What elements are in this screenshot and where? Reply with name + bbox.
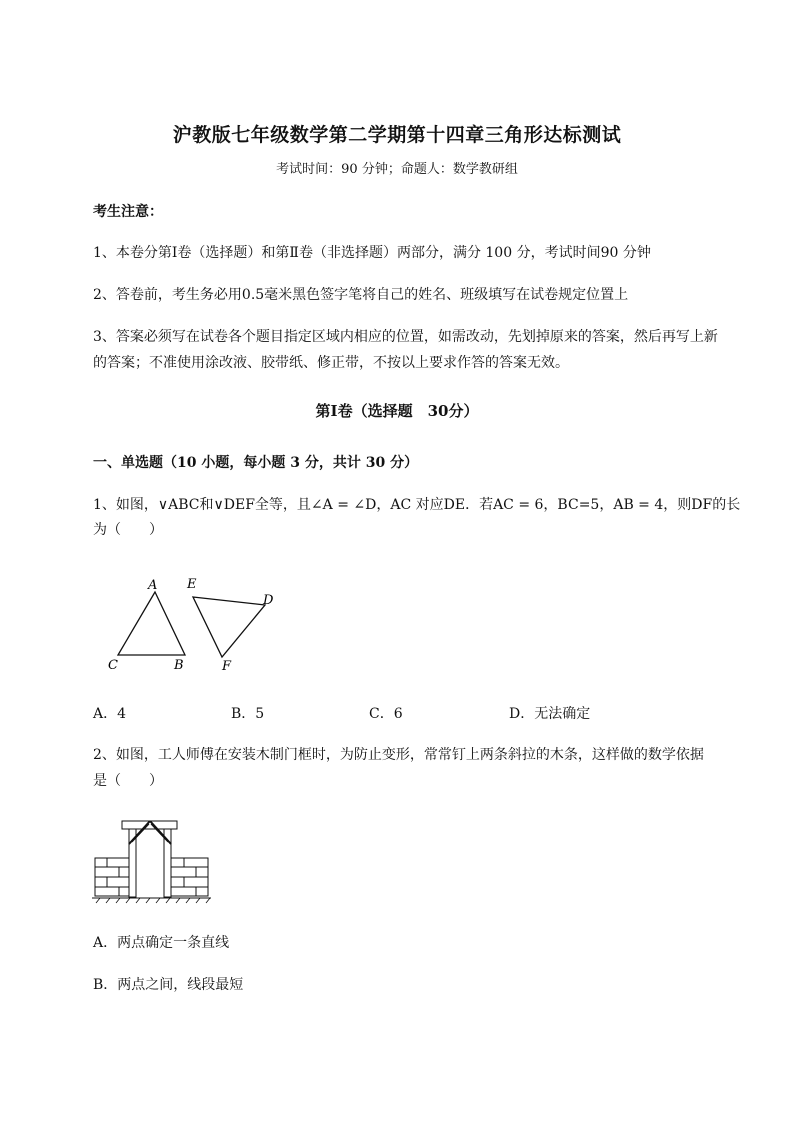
q2-option-b[interactable]: B．两点之间，线段最短 [93,977,244,993]
question-2-text: 2、如图，工人师傅在安装木制门框时，为防止变形，常常钉上两条斜拉的木条，这样做的数学依据 [93,747,704,763]
door-frame-figure [92,816,212,904]
section-title: 第Ⅰ卷（选择题 30分） [315,402,479,420]
notice-item-3-cont: 的答案；不准使用涂改液、胶带纸、修正带，不按以上要求作答的答案无效。 [93,355,569,371]
q1-option-b[interactable]: B．5 [231,706,265,722]
q1-option-a[interactable]: A．4 [93,706,127,722]
page-title: 沪教版七年级数学第二学期第十四章三角形达标测试 [172,124,622,146]
notice-item-2: 2、答卷前，考生务必用0.5毫米黑色签字笔将自己的姓名、班级填写在试卷规定位置上 [93,287,629,303]
q1-option-c[interactable]: C．6 [369,706,403,722]
notice-heading: 考生注意： [93,204,163,220]
question-1-text-cont: 为（ ） [93,522,163,538]
question-2-text-cont: 是（ ） [93,773,163,789]
triangle-abc [118,592,185,655]
notice-item-3: 3、答案必须写在试卷各个题目指定区域内相应的位置，如需改动，先划掉原来的答案，然后再写上新 [93,329,718,345]
label-c: C [108,658,118,673]
exam-subtitle: 考试时间：90 分钟；命题人：数学教研组 [276,162,518,177]
label-a: A [148,578,158,593]
label-d: D [263,593,274,608]
part-title: 一、单选题（10 小题，每小题 3 分，共计 30 分） [93,455,419,471]
triangle-def [193,597,265,657]
label-b: B [174,658,184,673]
label-e: E [187,577,197,592]
q1-option-d[interactable]: D．无法确定 [509,706,591,722]
question-1-text: 1、如图，∨ABC和∨DEF全等，且∠A = ∠D，AC 对应DE．若AC = 6，BC=5，AB = 4，则DF的长 [93,497,741,513]
q2-option-a[interactable]: A．两点确定一条直线 [93,935,230,951]
triangles-figure [100,572,290,677]
label-f: F [222,659,232,674]
notice-item-1: 1、本卷分第Ⅰ卷（选择题）和第Ⅱ卷（非选择题）两部分，满分 100 分，考试时间90 分钟 [93,245,651,261]
